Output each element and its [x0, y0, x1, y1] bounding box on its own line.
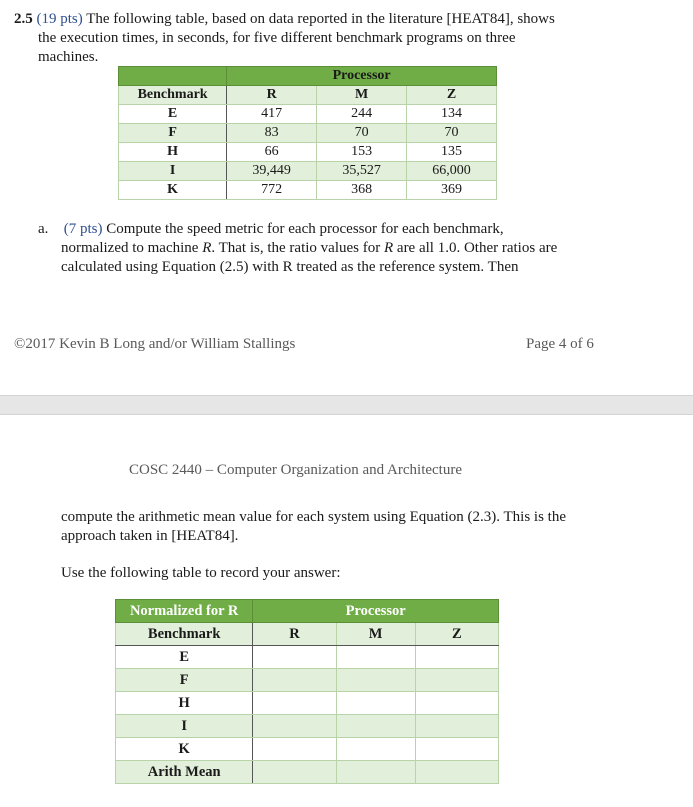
- table2-bench-k: K: [116, 738, 253, 761]
- table1-col-r: R: [227, 86, 317, 105]
- part-a-line-3: calculated using Equation (2.5) with R treated as the reference system. Then: [61, 259, 519, 275]
- part-a-line-2: [38, 239, 638, 258]
- answer-cell[interactable]: [415, 669, 498, 692]
- part-a-line-2-text: normalized to machine: [61, 240, 203, 256]
- table1-col-m: M: [317, 86, 407, 105]
- part-a-line-1: Compute the speed metric for each processor for each benchmark,: [106, 221, 504, 237]
- table1-cell: 135: [407, 143, 497, 162]
- table-row: [119, 181, 497, 200]
- continued-line-2: approach taken in [HEAT84].: [61, 528, 239, 544]
- table1-cell: 35,527: [317, 162, 407, 181]
- part-a-line-2-text: are all 1.0. Other ratios are: [393, 240, 558, 256]
- part-a-label: a.: [38, 221, 49, 237]
- table2-bench-i: I: [116, 715, 253, 738]
- answer-cell[interactable]: [336, 738, 415, 761]
- answer-cell[interactable]: [415, 761, 498, 784]
- table1-cell: 70: [407, 124, 497, 143]
- table-row: [119, 162, 497, 181]
- table1-bench-f: F: [119, 124, 227, 143]
- table1-benchmark-header: Benchmark: [119, 86, 227, 105]
- part-a-line-2-text: . That is, the ratio values for: [211, 240, 384, 256]
- question-line-3: machines.: [38, 49, 99, 65]
- question-text: [14, 10, 614, 67]
- table-row: [119, 105, 497, 124]
- table1-cell: 134: [407, 105, 497, 124]
- table-row: [116, 692, 499, 715]
- table2-col-r: R: [253, 623, 336, 646]
- table2-arith-mean: Arith Mean: [116, 761, 253, 784]
- answer-cell[interactable]: [415, 738, 498, 761]
- table1-cell: 70: [317, 124, 407, 143]
- table-row: [119, 143, 497, 162]
- answer-cell[interactable]: [253, 669, 336, 692]
- table2-processor-header: Processor: [253, 600, 499, 623]
- part-a-text: [38, 220, 638, 277]
- answer-cell[interactable]: [336, 669, 415, 692]
- page-header-course: COSC 2440 – Computer Organization and Architecture: [129, 462, 462, 478]
- question-line-1: The following table, based on data reported in the literature [HEAT84], shows: [86, 11, 555, 27]
- table2-bench-f: F: [116, 669, 253, 692]
- table1-cell: 772: [227, 181, 317, 200]
- table1-cell: 83: [227, 124, 317, 143]
- table1-cell: 153: [317, 143, 407, 162]
- footer-page-number: Page 4 of 6: [526, 336, 594, 352]
- answer-cell[interactable]: [253, 738, 336, 761]
- answer-cell[interactable]: [415, 715, 498, 738]
- table-row: [116, 738, 499, 761]
- part-a-line-2-r: R: [202, 240, 212, 256]
- answer-cell[interactable]: [253, 646, 336, 669]
- table-row: [116, 669, 499, 692]
- answer-cell[interactable]: [415, 646, 498, 669]
- answer-cell[interactable]: [336, 761, 415, 784]
- table-row: [116, 646, 499, 669]
- table-row: [116, 715, 499, 738]
- execution-times-table: [118, 66, 497, 200]
- answer-cell[interactable]: [253, 761, 336, 784]
- question-line-2: the execution times, in seconds, for five different benchmark programs on three: [38, 30, 516, 46]
- table1-bench-e: E: [119, 105, 227, 124]
- table1-bench-i: I: [119, 162, 227, 181]
- question-number: 2.5: [14, 11, 33, 27]
- table-row: [119, 124, 497, 143]
- answer-cell[interactable]: [336, 646, 415, 669]
- continued-line-1: compute the arithmetic mean value for each system using Equation (2.3). This is the: [61, 509, 567, 525]
- answer-cell[interactable]: [336, 692, 415, 715]
- table2-bench-e: E: [116, 646, 253, 669]
- table-row: [116, 761, 499, 784]
- table1-col-z: Z: [407, 86, 497, 105]
- answer-cell[interactable]: [253, 692, 336, 715]
- table1-cell: 369: [407, 181, 497, 200]
- answer-cell[interactable]: [253, 715, 336, 738]
- table1-cell: 66,000: [407, 162, 497, 181]
- table2-corner: Normalized for R: [116, 600, 253, 623]
- answer-table: [115, 599, 499, 784]
- table1-cell: 417: [227, 105, 317, 124]
- table1-cell: 39,449: [227, 162, 317, 181]
- use-table-instruction: Use the following table to record your answer:: [61, 565, 341, 581]
- continued-text: [61, 508, 641, 546]
- table1-cell: 244: [317, 105, 407, 124]
- table1-corner: [119, 67, 227, 86]
- part-a-line-2-r: R: [383, 240, 394, 256]
- answer-cell[interactable]: [336, 715, 415, 738]
- table2-benchmark-header: Benchmark: [116, 623, 253, 646]
- table1-bench-k: K: [119, 181, 227, 200]
- table2-col-z: Z: [415, 623, 498, 646]
- table1-bench-h: H: [119, 143, 227, 162]
- table1-cell: 66: [227, 143, 317, 162]
- footer-copyright: ©2017 Kevin B Long and/or William Stallings: [14, 336, 296, 352]
- part-a-points: (7 pts): [63, 221, 103, 237]
- table1-processor-header: Processor: [227, 67, 497, 86]
- table2-col-m: M: [336, 623, 415, 646]
- page-separator: [0, 395, 693, 415]
- table2-bench-h: H: [116, 692, 253, 715]
- question-points: (19 pts): [36, 11, 83, 27]
- answer-cell[interactable]: [415, 692, 498, 715]
- table1-cell: 368: [317, 181, 407, 200]
